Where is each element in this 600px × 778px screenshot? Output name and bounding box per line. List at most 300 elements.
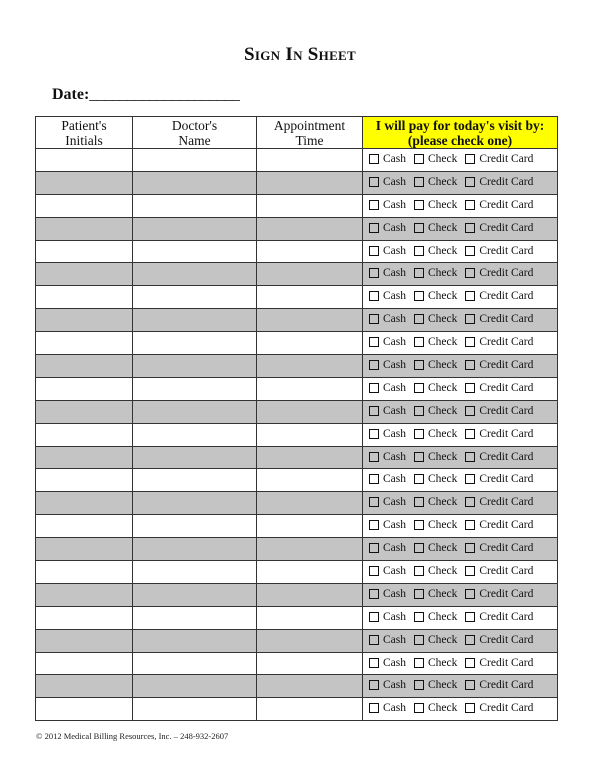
appointment-time-cell[interactable] (257, 492, 363, 515)
payment-option-label: Credit Card (479, 564, 534, 577)
payment-option-credit-card[interactable] (465, 702, 533, 714)
checkbox-icon[interactable] (369, 337, 379, 347)
payment-options-cell (363, 538, 558, 561)
initials-cell[interactable] (36, 423, 133, 446)
checkbox-icon[interactable] (369, 200, 379, 210)
checkbox-icon[interactable] (414, 543, 424, 553)
appointment-time-cell[interactable] (257, 149, 363, 172)
checkbox-icon[interactable] (414, 154, 424, 164)
doctor-name-cell[interactable] (133, 309, 257, 332)
doctor-name-cell[interactable] (133, 652, 257, 675)
payment-option-label: Credit Card (479, 244, 534, 257)
checkbox-icon[interactable] (465, 474, 475, 484)
payment-option-label: Check (428, 679, 458, 692)
payment-option-credit-card[interactable] (465, 679, 533, 691)
checkbox-icon[interactable] (369, 452, 379, 462)
checkbox-icon[interactable] (465, 223, 475, 233)
payment-option-credit-card[interactable] (465, 199, 533, 211)
checkbox-icon[interactable] (465, 566, 475, 576)
doctor-name-cell[interactable] (133, 194, 257, 217)
payment-option-label: Credit Card (479, 221, 534, 234)
doctor-name-cell[interactable] (133, 286, 257, 309)
payment-option-check[interactable] (414, 313, 457, 325)
checkbox-icon[interactable] (414, 314, 424, 324)
payment-option-check[interactable] (414, 519, 457, 531)
doctor-name-cell[interactable] (133, 377, 257, 400)
table-row (36, 355, 558, 378)
doctor-name-cell[interactable] (133, 240, 257, 263)
checkbox-icon[interactable] (465, 497, 475, 507)
payment-option-label: Check (428, 656, 458, 669)
payment-option-cash[interactable] (369, 153, 406, 165)
payment-option-check[interactable] (414, 405, 457, 417)
payment-option-credit-card[interactable] (465, 267, 533, 279)
payment-option-credit-card[interactable] (465, 611, 533, 623)
initials-cell[interactable] (36, 446, 133, 469)
appointment-time-cell[interactable] (257, 194, 363, 217)
checkbox-icon[interactable] (414, 223, 424, 233)
appointment-time-cell[interactable] (257, 583, 363, 606)
initials-cell[interactable] (36, 652, 133, 675)
appointment-time-cell[interactable] (257, 217, 363, 240)
header-doctor-name: Doctor's Name (133, 117, 257, 149)
payment-option-label: Check (428, 336, 458, 349)
checkbox-icon[interactable] (369, 658, 379, 668)
payment-option-cash[interactable] (369, 542, 406, 554)
checkbox-icon[interactable] (369, 520, 379, 530)
doctor-name-cell[interactable] (133, 446, 257, 469)
initials-cell[interactable] (36, 240, 133, 263)
payment-option-label: Cash (383, 496, 406, 509)
payment-option-credit-card[interactable] (465, 473, 533, 485)
table-row (36, 698, 558, 721)
payment-option-label: Credit Card (479, 381, 534, 394)
checkbox-icon[interactable] (369, 429, 379, 439)
payment-option-check[interactable] (414, 451, 457, 463)
payment-option-credit-card[interactable] (465, 565, 533, 577)
appointment-time-cell[interactable] (257, 538, 363, 561)
initials-cell[interactable] (36, 309, 133, 332)
table-row (36, 332, 558, 355)
checkbox-icon[interactable] (465, 543, 475, 553)
doctor-name-cell[interactable] (133, 217, 257, 240)
payment-options-cell (363, 400, 558, 423)
payment-option-label: Check (428, 587, 458, 600)
appointment-time-cell[interactable] (257, 561, 363, 584)
checkbox-icon[interactable] (369, 497, 379, 507)
table-row (36, 675, 558, 698)
initials-cell[interactable] (36, 217, 133, 240)
payment-option-check[interactable] (414, 267, 457, 279)
checkbox-icon[interactable] (465, 635, 475, 645)
payment-option-cash[interactable] (369, 519, 406, 531)
payment-option-cash[interactable] (369, 267, 406, 279)
checkbox-icon[interactable] (369, 291, 379, 301)
checkbox-icon[interactable] (369, 154, 379, 164)
initials-cell[interactable] (36, 400, 133, 423)
appointment-time-cell[interactable] (257, 240, 363, 263)
payment-option-cash[interactable] (369, 222, 406, 234)
checkbox-icon[interactable] (465, 177, 475, 187)
payment-option-credit-card[interactable] (465, 336, 533, 348)
checkbox-icon[interactable] (414, 680, 424, 690)
payment-option-check[interactable] (414, 588, 457, 600)
payment-option-label: Cash (383, 244, 406, 257)
initials-cell[interactable] (36, 698, 133, 721)
doctor-name-cell[interactable] (133, 629, 257, 652)
payment-option-credit-card[interactable] (465, 428, 533, 440)
checkbox-icon[interactable] (369, 246, 379, 256)
checkbox-icon[interactable] (414, 337, 424, 347)
checkbox-icon[interactable] (369, 635, 379, 645)
payment-option-label: Credit Card (479, 175, 534, 188)
payment-option-check[interactable] (414, 702, 457, 714)
appointment-time-cell[interactable] (257, 469, 363, 492)
payment-option-check[interactable] (414, 611, 457, 623)
initials-cell[interactable] (36, 149, 133, 172)
initials-cell[interactable] (36, 606, 133, 629)
payment-option-check[interactable] (414, 542, 457, 554)
payment-option-check[interactable] (414, 199, 457, 211)
payment-option-label: Credit Card (479, 404, 534, 417)
payment-option-label: Credit Card (479, 587, 534, 600)
payment-options-cell (363, 606, 558, 629)
payment-option-label: Check (428, 290, 458, 303)
appointment-time-cell[interactable] (257, 606, 363, 629)
checkbox-icon[interactable] (465, 612, 475, 622)
doctor-name-cell[interactable] (133, 332, 257, 355)
appointment-time-cell[interactable] (257, 355, 363, 378)
payment-option-label: Cash (383, 587, 406, 600)
payment-option-cash[interactable] (369, 290, 406, 302)
checkbox-icon[interactable] (369, 566, 379, 576)
appointment-time-cell[interactable] (257, 698, 363, 721)
appointment-time-cell[interactable] (257, 400, 363, 423)
appointment-time-cell[interactable] (257, 309, 363, 332)
payment-option-cash[interactable] (369, 313, 406, 325)
initials-cell[interactable] (36, 629, 133, 652)
checkbox-icon[interactable] (414, 268, 424, 278)
checkbox-icon[interactable] (414, 635, 424, 645)
doctor-name-cell[interactable] (133, 355, 257, 378)
payment-option-credit-card[interactable] (465, 313, 533, 325)
payment-option-cash[interactable] (369, 428, 406, 440)
checkbox-icon[interactable] (414, 474, 424, 484)
appointment-time-cell[interactable] (257, 629, 363, 652)
initials-cell[interactable] (36, 332, 133, 355)
checkbox-icon[interactable] (369, 223, 379, 233)
payment-option-label: Cash (383, 267, 406, 280)
checkbox-icon[interactable] (369, 360, 379, 370)
payment-option-label: Cash (383, 633, 406, 646)
payment-option-cash[interactable] (369, 611, 406, 623)
checkbox-icon[interactable] (369, 543, 379, 553)
checkbox-icon[interactable] (369, 703, 379, 713)
checkbox-icon[interactable] (465, 452, 475, 462)
doctor-name-cell[interactable] (133, 149, 257, 172)
date-field[interactable] (52, 86, 239, 104)
appointment-time-cell[interactable] (257, 675, 363, 698)
date-blank-line[interactable]: ____________________ (89, 86, 240, 103)
checkbox-icon[interactable] (465, 360, 475, 370)
appointment-time-cell[interactable] (257, 423, 363, 446)
initials-cell[interactable] (36, 355, 133, 378)
payment-option-credit-card[interactable] (465, 451, 533, 463)
payment-options-cell (363, 492, 558, 515)
checkbox-icon[interactable] (369, 612, 379, 622)
checkbox-icon[interactable] (465, 200, 475, 210)
date-label: Date: (52, 86, 90, 103)
checkbox-icon[interactable] (414, 658, 424, 668)
payment-option-cash[interactable] (369, 359, 406, 371)
appointment-time-cell[interactable] (257, 171, 363, 194)
payment-option-cash[interactable] (369, 176, 406, 188)
table-row (36, 309, 558, 332)
initials-cell[interactable] (36, 492, 133, 515)
payment-option-credit-card[interactable] (465, 405, 533, 417)
payment-option-label: Credit Card (479, 336, 534, 349)
appointment-time-cell[interactable] (257, 263, 363, 286)
payment-option-label: Check (428, 381, 458, 394)
payment-option-check[interactable] (414, 222, 457, 234)
doctor-name-cell[interactable] (133, 492, 257, 515)
payment-option-check[interactable] (414, 176, 457, 188)
checkbox-icon[interactable] (465, 314, 475, 324)
payment-option-label: Credit Card (479, 656, 534, 669)
table-row (36, 377, 558, 400)
payment-option-cash[interactable] (369, 245, 406, 257)
doctor-name-cell[interactable] (133, 606, 257, 629)
payment-option-label: Credit Card (479, 702, 534, 715)
appointment-time-cell[interactable] (257, 652, 363, 675)
payment-option-credit-card[interactable] (465, 222, 533, 234)
payment-option-cash[interactable] (369, 565, 406, 577)
payment-option-cash[interactable] (369, 496, 406, 508)
doctor-name-cell[interactable] (133, 515, 257, 538)
checkbox-icon[interactable] (369, 406, 379, 416)
table-row (36, 423, 558, 446)
checkbox-icon[interactable] (465, 589, 475, 599)
payment-option-check[interactable] (414, 359, 457, 371)
initials-cell[interactable] (36, 286, 133, 309)
payment-option-cash[interactable] (369, 451, 406, 463)
table-row (36, 194, 558, 217)
initials-cell[interactable] (36, 469, 133, 492)
doctor-name-cell[interactable] (133, 583, 257, 606)
payment-option-label: Credit Card (479, 610, 534, 623)
payment-option-cash[interactable] (369, 336, 406, 348)
payment-option-label: Check (428, 427, 458, 440)
payment-option-label: Cash (383, 450, 406, 463)
payment-options-cell (363, 309, 558, 332)
table-row (36, 492, 558, 515)
checkbox-icon[interactable] (465, 337, 475, 347)
checkbox-icon[interactable] (414, 406, 424, 416)
initials-cell[interactable] (36, 583, 133, 606)
checkbox-icon[interactable] (465, 246, 475, 256)
doctor-name-cell[interactable] (133, 538, 257, 561)
payment-option-credit-card[interactable] (465, 588, 533, 600)
payment-option-cash[interactable] (369, 382, 406, 394)
checkbox-icon[interactable] (414, 383, 424, 393)
payment-options-cell (363, 675, 558, 698)
payment-option-check[interactable] (414, 565, 457, 577)
checkbox-icon[interactable] (369, 177, 379, 187)
doctor-name-cell[interactable] (133, 469, 257, 492)
payment-options-cell (363, 332, 558, 355)
initials-cell[interactable] (36, 263, 133, 286)
payment-option-label: Credit Card (479, 496, 534, 509)
payment-option-cash[interactable] (369, 702, 406, 714)
checkbox-icon[interactable] (465, 520, 475, 530)
payment-option-cash[interactable] (369, 634, 406, 646)
payment-options-cell (363, 286, 558, 309)
appointment-time-cell[interactable] (257, 446, 363, 469)
checkbox-icon[interactable] (414, 177, 424, 187)
doctor-name-cell[interactable] (133, 561, 257, 584)
payment-option-credit-card[interactable] (465, 359, 533, 371)
payment-option-label: Cash (383, 473, 406, 486)
initials-cell[interactable] (36, 538, 133, 561)
payment-option-label: Cash (383, 656, 406, 669)
payment-option-credit-card[interactable] (465, 634, 533, 646)
checkbox-icon[interactable] (414, 520, 424, 530)
payment-option-label: Check (428, 244, 458, 257)
payment-option-check[interactable] (414, 496, 457, 508)
initials-cell[interactable] (36, 171, 133, 194)
payment-option-label: Credit Card (479, 473, 534, 486)
initials-cell[interactable] (36, 377, 133, 400)
payment-option-credit-card[interactable] (465, 153, 533, 165)
checkbox-icon[interactable] (414, 360, 424, 370)
doctor-name-cell[interactable] (133, 171, 257, 194)
payment-option-label: Check (428, 702, 458, 715)
payment-option-check[interactable] (414, 634, 457, 646)
checkbox-icon[interactable] (414, 589, 424, 599)
payment-option-check[interactable] (414, 473, 457, 485)
payment-option-cash[interactable] (369, 405, 406, 417)
appointment-time-cell[interactable] (257, 332, 363, 355)
payment-option-check[interactable] (414, 382, 457, 394)
payment-option-label: Check (428, 313, 458, 326)
checkbox-icon[interactable] (465, 154, 475, 164)
payment-option-label: Credit Card (479, 450, 534, 463)
checkbox-icon[interactable] (465, 383, 475, 393)
appointment-time-cell[interactable] (257, 515, 363, 538)
checkbox-icon[interactable] (369, 268, 379, 278)
table-row (36, 149, 558, 172)
checkbox-icon[interactable] (414, 452, 424, 462)
doctor-name-cell[interactable] (133, 423, 257, 446)
checkbox-icon[interactable] (369, 383, 379, 393)
payment-option-cash[interactable] (369, 473, 406, 485)
checkbox-icon[interactable] (414, 429, 424, 439)
payment-option-label: Credit Card (479, 290, 534, 303)
table-row (36, 446, 558, 469)
table-row (36, 583, 558, 606)
payment-option-check[interactable] (414, 245, 457, 257)
initials-cell[interactable] (36, 561, 133, 584)
table-row (36, 606, 558, 629)
checkbox-icon[interactable] (369, 474, 379, 484)
payment-option-credit-card[interactable] (465, 245, 533, 257)
payment-option-credit-card[interactable] (465, 657, 533, 669)
payment-option-label: Cash (383, 404, 406, 417)
payment-options-cell (363, 515, 558, 538)
payment-option-credit-card[interactable] (465, 496, 533, 508)
initials-cell[interactable] (36, 515, 133, 538)
checkbox-icon[interactable] (369, 314, 379, 324)
table-row (36, 469, 558, 492)
checkbox-icon[interactable] (465, 406, 475, 416)
checkbox-icon[interactable] (369, 589, 379, 599)
payment-option-check[interactable] (414, 336, 457, 348)
checkbox-icon[interactable] (414, 291, 424, 301)
header-appointment-time: Appointment Time (257, 117, 363, 149)
doctor-name-cell[interactable] (133, 698, 257, 721)
payment-option-credit-card[interactable] (465, 519, 533, 531)
appointment-time-cell[interactable] (257, 286, 363, 309)
payment-option-check[interactable] (414, 153, 457, 165)
checkbox-icon[interactable] (414, 200, 424, 210)
doctor-name-cell[interactable] (133, 263, 257, 286)
payment-option-cash[interactable] (369, 199, 406, 211)
payment-option-cash[interactable] (369, 588, 406, 600)
table-row (36, 400, 558, 423)
initials-cell[interactable] (36, 675, 133, 698)
page-title: Sign In Sheet (244, 44, 356, 65)
checkbox-icon[interactable] (414, 566, 424, 576)
payment-options-cell (363, 629, 558, 652)
payment-option-check[interactable] (414, 657, 457, 669)
checkbox-icon[interactable] (465, 291, 475, 301)
payment-options-cell (363, 561, 558, 584)
payment-option-check[interactable] (414, 428, 457, 440)
doctor-name-cell[interactable] (133, 675, 257, 698)
payment-options-cell (363, 149, 558, 172)
checkbox-icon[interactable] (465, 658, 475, 668)
checkbox-icon[interactable] (369, 680, 379, 690)
payment-option-check[interactable] (414, 290, 457, 302)
checkbox-icon[interactable] (414, 497, 424, 507)
checkbox-icon[interactable] (414, 246, 424, 256)
payment-option-label: Cash (383, 152, 406, 165)
checkbox-icon[interactable] (465, 429, 475, 439)
checkbox-icon[interactable] (414, 612, 424, 622)
checkbox-icon[interactable] (465, 268, 475, 278)
payment-option-cash[interactable] (369, 679, 406, 691)
payment-option-label: Check (428, 450, 458, 463)
payment-option-label: Cash (383, 679, 406, 692)
sign-in-table (35, 116, 558, 721)
appointment-time-cell[interactable] (257, 377, 363, 400)
payment-option-credit-card[interactable] (465, 176, 533, 188)
doctor-name-cell[interactable] (133, 400, 257, 423)
payment-option-label: Check (428, 610, 458, 623)
payment-option-label: Credit Card (479, 679, 534, 692)
payment-option-cash[interactable] (369, 657, 406, 669)
checkbox-icon[interactable] (465, 703, 475, 713)
initials-cell[interactable] (36, 194, 133, 217)
payment-option-credit-card[interactable] (465, 542, 533, 554)
payment-option-label: Check (428, 542, 458, 555)
payment-option-label: Credit Card (479, 519, 534, 532)
payment-option-credit-card[interactable] (465, 290, 533, 302)
payment-option-check[interactable] (414, 679, 457, 691)
checkbox-icon[interactable] (465, 680, 475, 690)
checkbox-icon[interactable] (414, 703, 424, 713)
payment-option-credit-card[interactable] (465, 382, 533, 394)
